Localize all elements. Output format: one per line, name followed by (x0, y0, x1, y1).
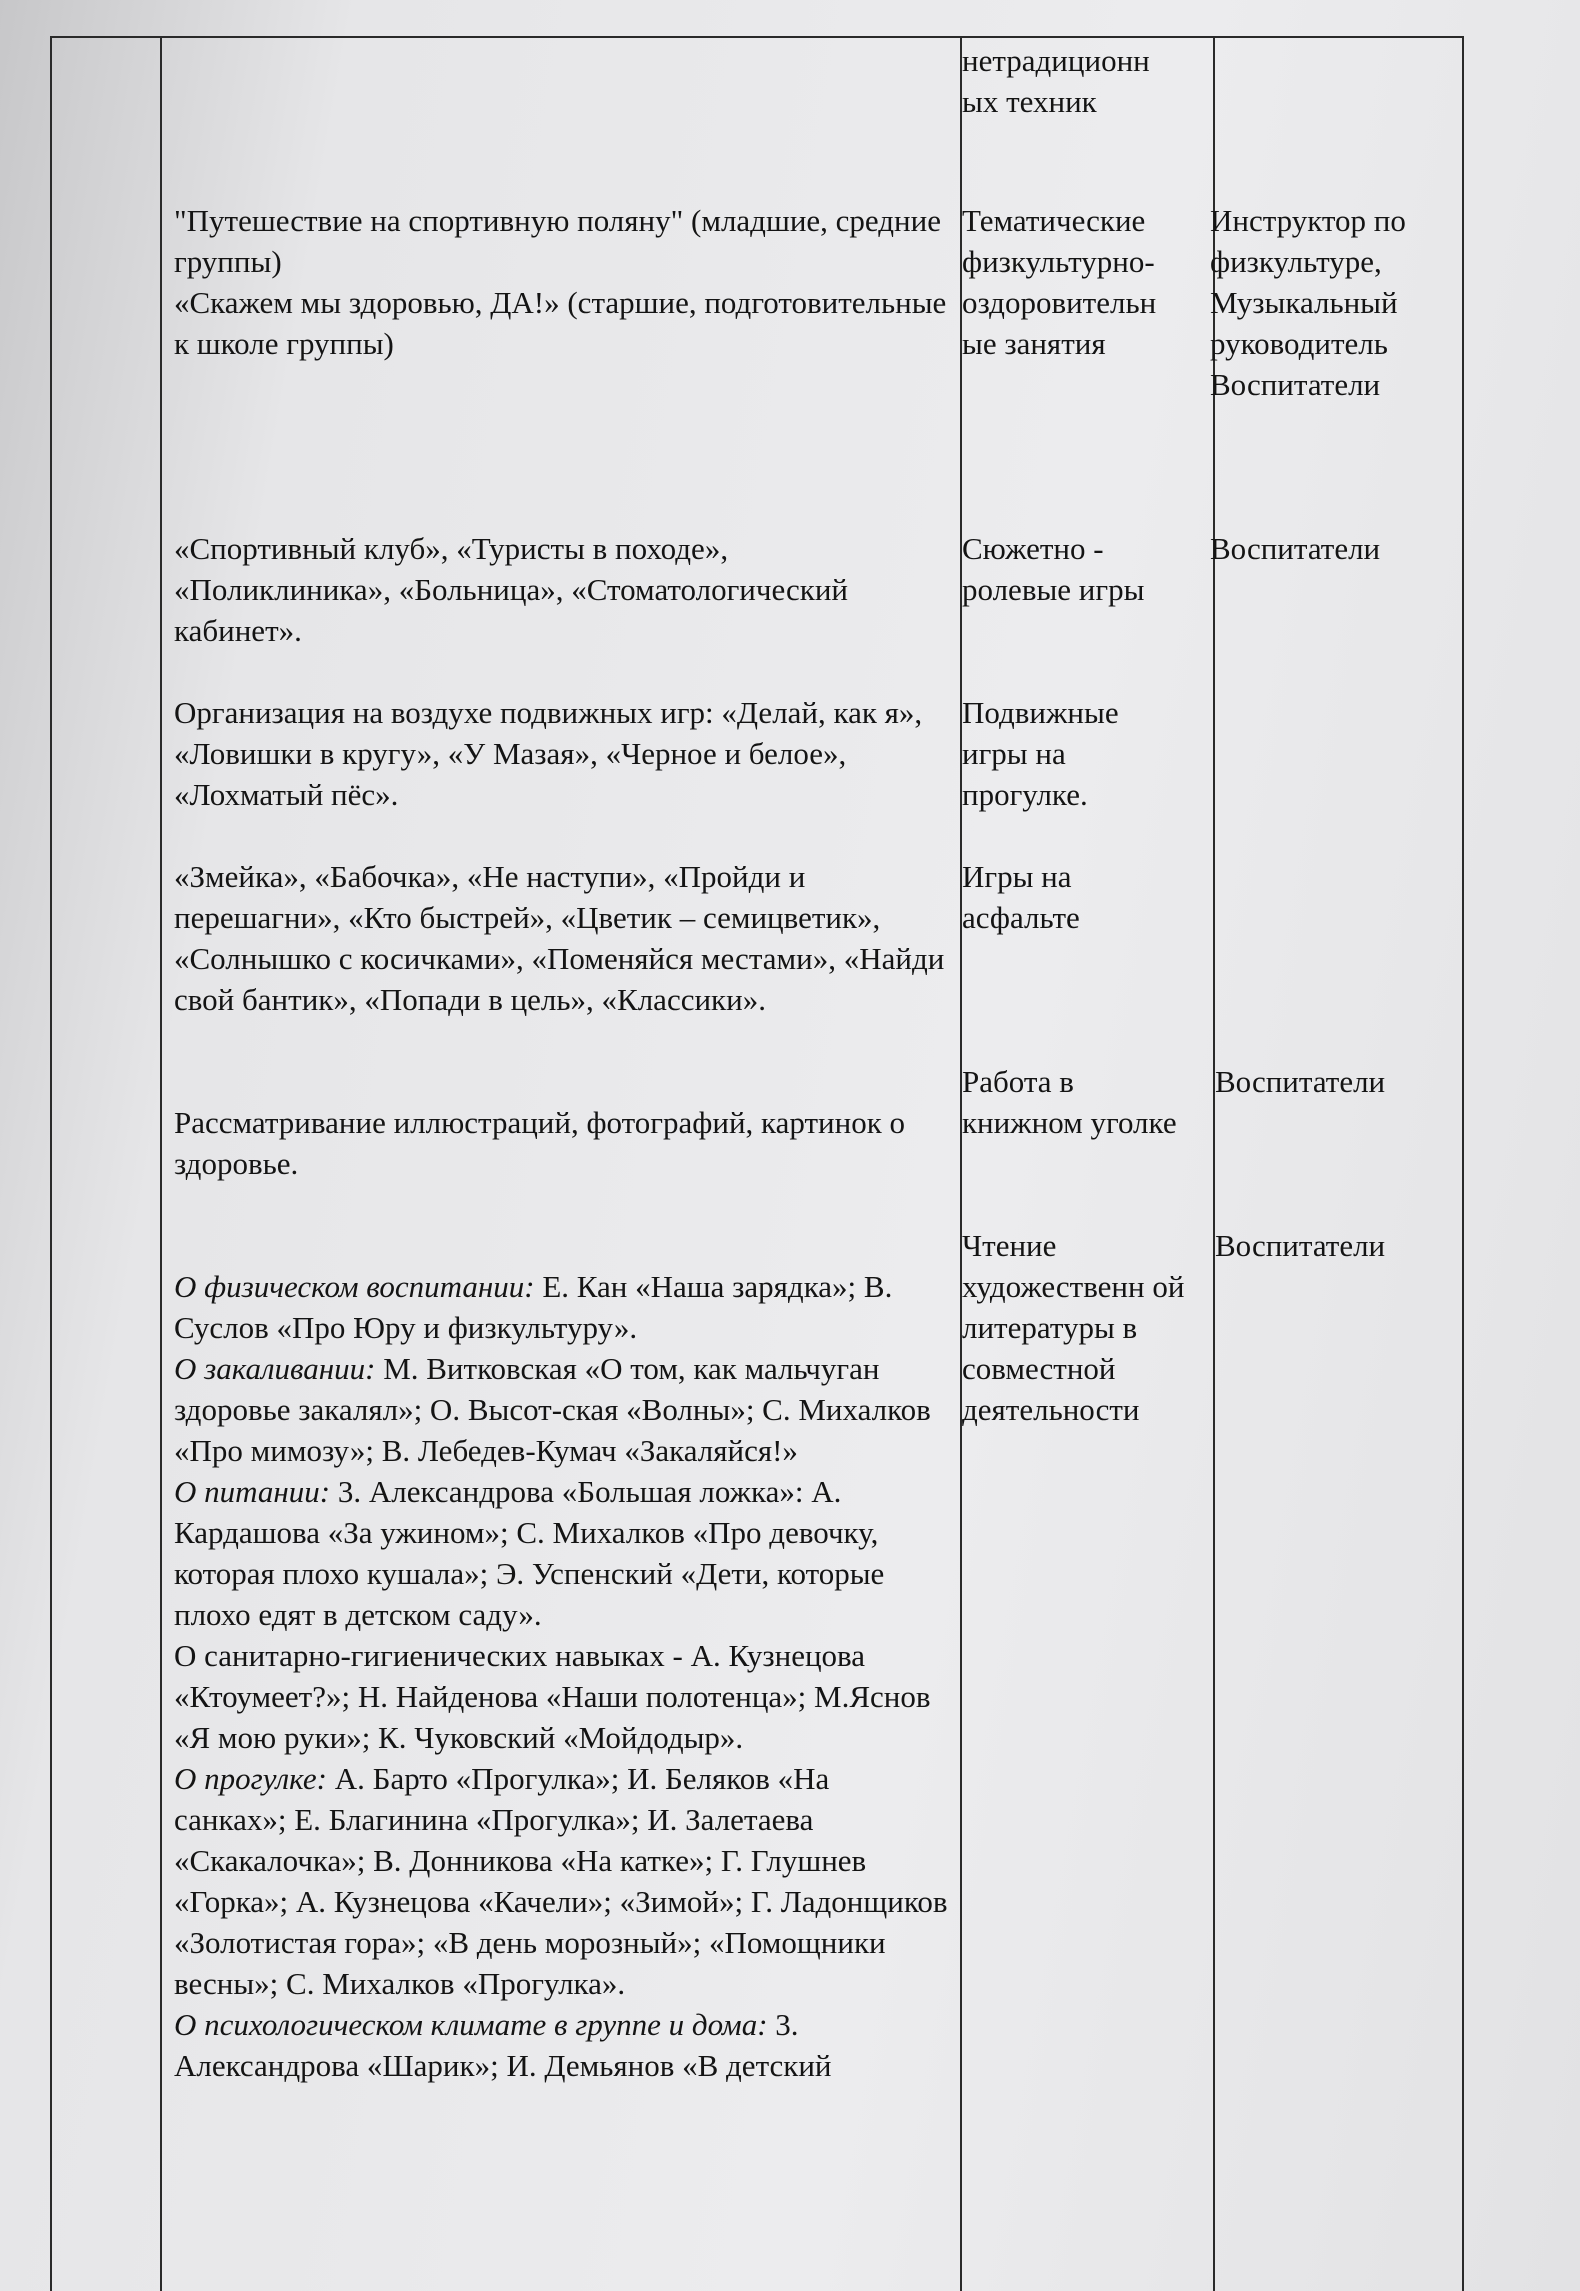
row6-form: Чтение художественн ой литературы в совместной деятельности (962, 1228, 1185, 1427)
reading-hardening-text: М. Витковская «О том, как мальчуган здоровье закалял»; О. Высот-ская «Волны»; С. Михалков «Про мимозу»; В. Лебедев-Кумач «Закаляйся!» (174, 1351, 931, 1468)
reading-walk (174, 1758, 949, 2004)
reading-physical-education-label: О физическом воспитании: (174, 1269, 535, 1304)
table-border-number-column (160, 38, 162, 2291)
row1-content-line2: «Скажем мы здоровью, ДА!» (старшие, подготовительные к школе группы) (174, 285, 947, 361)
reading-psychological-climate-text: 3. Александрова «Шарик»; И. Демьянов «В детский (174, 2007, 832, 2083)
table-top-border (50, 36, 1464, 38)
row1-form: Тематические физкультурно-оздоровительн ые занятия (962, 203, 1157, 361)
reading-hardening-label: О закаливании: (174, 1351, 376, 1386)
row1-content-line1: "Путешествие на спортивную поляну" (младшие, средние группы) (174, 203, 941, 279)
reading-psychological-climate (174, 2004, 949, 2086)
row3-content: Организация на воздухе подвижных игр: «Делай, как я», «Ловишки в кругу», «У Мазая», «Черное и белое», «Лохматый пёс». (174, 695, 923, 812)
reading-nutrition (174, 1471, 949, 1635)
row5-form: Работа в книжном уголке (962, 1064, 1177, 1140)
row3-form: Подвижные игры на прогулке. (962, 695, 1119, 812)
row2-content: «Спортивный клуб», «Туристы в походе», «Поликлиника», «Больница», «Стоматологический кабинет». (174, 531, 849, 648)
row5-responsible: Воспитатели (1215, 1064, 1386, 1099)
reading-walk-label: О прогулке: (174, 1761, 327, 1796)
reading-physical-education (174, 1266, 949, 1348)
row1-responsible: Инструктор по физкультуре, Музыкальный руководитель Воспитатели (1210, 203, 1406, 402)
row6-responsible: Воспитатели (1215, 1228, 1386, 1263)
table-border-right (1462, 38, 1464, 2291)
reading-physical-education-text: Е. Кан «Наша зарядка»; В. Суслов «Про Юру и физкультуру». (174, 1269, 893, 1345)
table-border-content-column (960, 38, 962, 2291)
reading-nutrition-text: 3. Александрова «Большая ложка»: А. Кардашова «За ужином»; С. Михалков «Про девочку, которая плохо кушала»; Э. Успенский «Дети, которые плохо едят в детском саду». (174, 1474, 885, 1632)
row4-content: «Змейка», «Бабочка», «Не наступи», «Пройди и перешагни», «Кто быстрей», «Цветик – семицветик», «Солнышко с косичками», «Поменяйся местами», «Найди свой бантик», «Попади в цель», «Классики». (174, 859, 945, 1017)
reading-nutrition-label: О питании: (174, 1474, 331, 1509)
row5-content: Рассматривание иллюстраций, фотографий, картинок о здоровье. (174, 1105, 906, 1181)
row1-content (174, 200, 949, 364)
reading-hygiene: О санитарно-гигиенических навыках - А. Кузнецова «Ктоумеет?»; Н. Найденова «Наши полотенца»; М.Яснов «Я мою руки»; К. Чуковский «Мойдодыр». (174, 1638, 931, 1755)
reading-psychological-climate-label: О психологическом климате в группе и дома: (174, 2007, 768, 2042)
row2-form: Сюжетно - ролевые игры (962, 531, 1145, 607)
table-border-left (50, 38, 52, 2291)
reading-walk-text: А. Барто «Прогулка»; И. Беляков «На санках»; Е. Благинина «Прогулка»; И. Залетаева «Скакалочка»; В. Донникова «На катке»; Г. Глушнев «Горка»; А. Кузнецова «Качели»; «Зимой»; Г. Ладонщиков «Золотистая гора»; «В день морозный»; «Помощники весны»; С. Михалков «Прогулка». (174, 1761, 948, 2001)
row4-form: Игры на асфальте (962, 859, 1080, 935)
row2-responsible: Воспитатели (1210, 531, 1381, 566)
row6-content (174, 1266, 949, 2086)
row0-form: нетрадиционн ых техник (962, 43, 1150, 119)
reading-hardening (174, 1348, 949, 1471)
